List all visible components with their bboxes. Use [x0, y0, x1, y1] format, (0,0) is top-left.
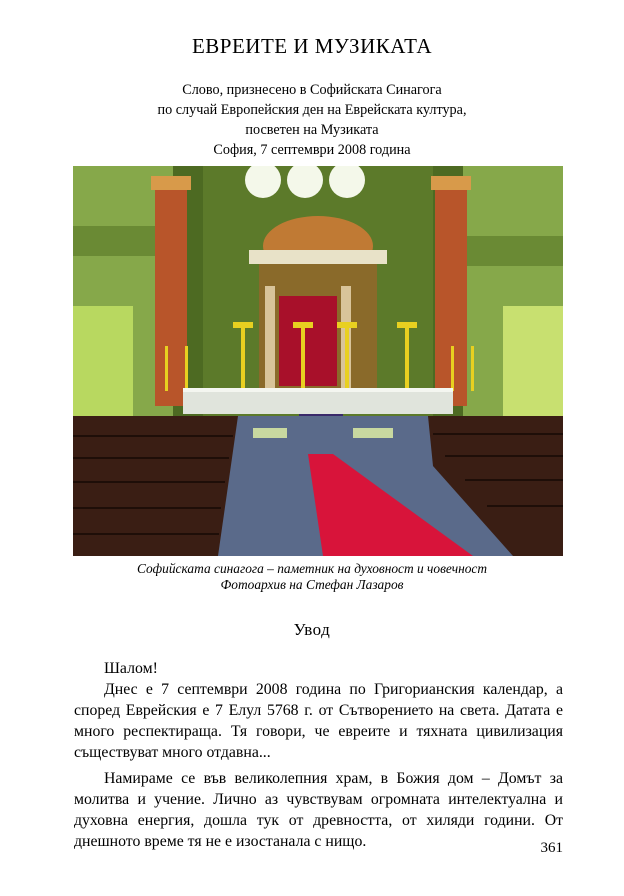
subtitle-block — [0, 80, 624, 160]
article-title: ЕВРЕИТЕ И МУЗИКАТА — [191, 34, 433, 58]
page-number: 361 — [540, 840, 563, 856]
subtitle-line-3: посветен на Музиката — [245, 122, 379, 138]
body-text — [74, 658, 563, 852]
synagogue-interior-illustration — [73, 166, 563, 556]
synagogue-photo — [73, 166, 563, 556]
paragraph-greeting: Шалом! — [104, 660, 158, 677]
caption-line-2: Фотоархив на Стефан Лазаров — [220, 577, 404, 592]
subtitle-line-1: Слово, признесено в Софийската Синагога — [182, 82, 442, 98]
subtitle-date: София, 7 септември 2008 година — [213, 142, 411, 158]
paragraph-2: Намираме се във великолепния храм, в Божия дом – Домът за молитва и учение. Лично аз чувствувам огромната интелектуална и духовна енергия, дошла тук от древността, от хиляди години. От днешното време тя не е изостанала с нищо. — [74, 770, 563, 850]
subtitle-line-2: по случай Европейския ден на Еврейската култура, — [157, 102, 467, 118]
photo-caption — [0, 561, 624, 593]
caption-line-1: Софийската синагога – паметник на духовност и човечност — [136, 561, 488, 576]
section-title: Увод — [293, 620, 331, 639]
paragraph-1: Днес е 7 септември 2008 година по Григорианския календар, а според Еврейския е 7 Елул 5768 г. от Сътворението на света. Датата е много респектираща. Тя говори, че евреите и тяхната цивилизация съществуват много отдавна... — [74, 681, 563, 761]
